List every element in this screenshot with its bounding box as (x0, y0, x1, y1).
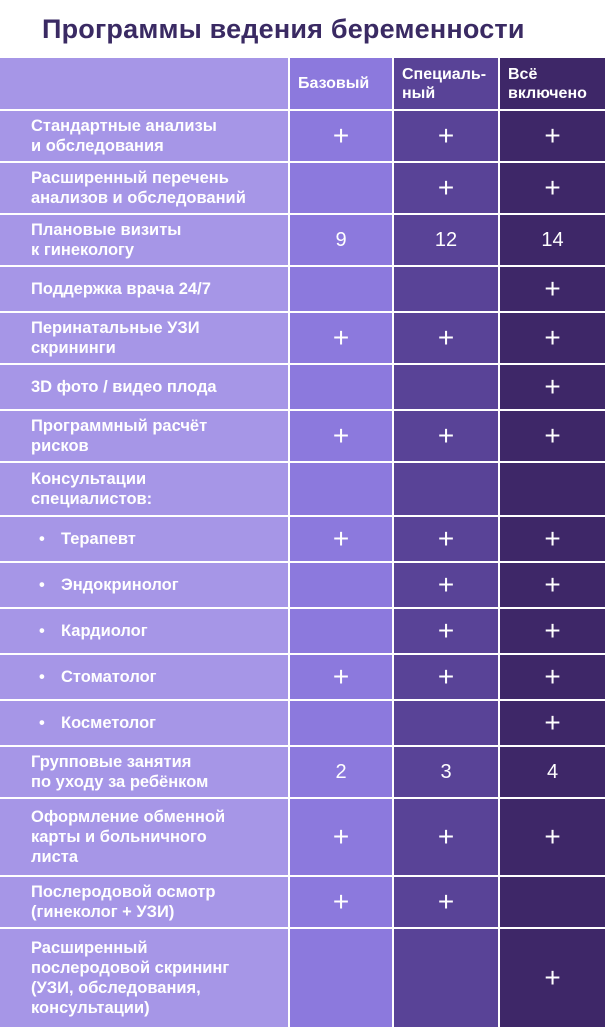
plus-icon-cell (393, 410, 499, 462)
plus-icon-cell (393, 798, 499, 876)
row-label (0, 214, 289, 266)
plus-icon: + (332, 420, 350, 451)
empty-cell (289, 364, 393, 410)
plus-icon-cell (499, 654, 605, 700)
text-line: Оформление обменной (31, 808, 226, 826)
table-row (0, 654, 605, 700)
text-line: Базовый (298, 75, 370, 92)
empty-cell (393, 266, 499, 312)
text-line: (УЗИ, обследования, (31, 979, 201, 997)
text-line: Плановые визиты (31, 221, 182, 239)
plus-icon: + (437, 821, 455, 852)
empty-cell (393, 700, 499, 746)
text-line: Кардиолог (61, 622, 148, 640)
comparison-table (0, 58, 605, 1029)
row-label (0, 110, 289, 162)
plus-icon: + (544, 821, 561, 852)
plus-icon: + (332, 661, 350, 692)
text-line: к гинекологу (31, 241, 135, 259)
table-row (0, 928, 605, 1028)
table-row (0, 608, 605, 654)
plus-icon: + (544, 172, 561, 203)
plus-icon: + (332, 821, 350, 852)
value-text: 4 (546, 760, 559, 783)
empty-cell (289, 162, 393, 214)
plus-icon: + (437, 120, 455, 151)
text-line: Перинатальные УЗИ (31, 319, 200, 337)
plus-icon-cell (393, 608, 499, 654)
plus-icon-cell (393, 110, 499, 162)
table-row (0, 562, 605, 608)
row-label (0, 162, 289, 214)
plus-icon-cell (393, 876, 499, 928)
plus-icon: + (332, 322, 350, 353)
table-row (0, 700, 605, 746)
plus-icon-cell (499, 700, 605, 746)
table-row (0, 410, 605, 462)
table-row (0, 462, 605, 516)
row-label (0, 876, 289, 928)
text-line: Поддержка врача 24/7 (31, 280, 211, 298)
plus-icon-cell (499, 110, 605, 162)
plus-icon: + (544, 120, 561, 151)
column-header-3 (499, 58, 605, 110)
empty-cell (289, 462, 393, 516)
plus-icon: + (437, 420, 455, 451)
plus-icon-cell (499, 364, 605, 410)
text-line: Программный расчёт (31, 417, 208, 435)
plus-icon: + (332, 120, 350, 151)
row-label (0, 516, 289, 562)
text-line: Стандартные анализы (31, 117, 217, 135)
plus-icon: + (544, 661, 561, 692)
empty-cell (393, 462, 499, 516)
value-text: 12 (434, 228, 458, 251)
text-line: послеродовой скрининг (31, 959, 230, 977)
text-line: (гинеколог + УЗИ) (31, 903, 175, 921)
text-line: специалистов: (31, 490, 153, 508)
plus-icon: + (544, 371, 561, 402)
table-header-row (0, 58, 605, 110)
text-line: скрининги (31, 339, 116, 357)
plus-icon: + (544, 322, 561, 353)
text-line: Эндокринолог (61, 576, 179, 594)
table-row (0, 364, 605, 410)
value-cell (289, 214, 393, 266)
plus-icon: + (544, 962, 561, 993)
plus-icon-cell (289, 110, 393, 162)
text-line: 3D фото / видео плода (31, 378, 217, 396)
plus-icon: + (544, 569, 561, 600)
plus-icon: + (437, 569, 455, 600)
row-label (0, 562, 289, 608)
row-label (0, 746, 289, 798)
text-line: Послеродовой осмотр (31, 883, 216, 901)
text-line: листа (31, 848, 79, 866)
text-line: Всё (508, 65, 538, 83)
plus-icon: + (332, 886, 350, 917)
bullet-icon: • (39, 622, 45, 640)
text-line: Косметолог (61, 714, 157, 732)
plus-icon-cell (499, 928, 605, 1028)
plus-icon: + (544, 615, 561, 646)
plus-icon-cell (499, 410, 605, 462)
plus-icon: + (332, 523, 350, 554)
plus-icon-cell (393, 516, 499, 562)
text-line: анализов и обследований (31, 189, 246, 207)
plus-icon-cell (499, 312, 605, 364)
plus-icon: + (437, 661, 455, 692)
row-label (0, 654, 289, 700)
table-row (0, 516, 605, 562)
bullet-icon: • (39, 576, 45, 594)
value-text: 3 (440, 760, 452, 783)
empty-cell (289, 266, 393, 312)
row-label (0, 266, 289, 312)
plus-icon-cell (393, 562, 499, 608)
plus-icon-cell (393, 654, 499, 700)
text-line: рисков (31, 437, 89, 455)
empty-cell (289, 562, 393, 608)
value-cell (393, 214, 499, 266)
empty-cell (289, 700, 393, 746)
row-label (0, 798, 289, 876)
plus-icon: + (544, 273, 561, 304)
plus-icon-cell (499, 562, 605, 608)
column-header-2 (393, 58, 499, 110)
table-row (0, 214, 605, 266)
value-text: 9 (335, 228, 347, 251)
plus-icon-cell (499, 162, 605, 214)
empty-cell (499, 462, 605, 516)
bullet-icon: • (39, 530, 45, 548)
plus-icon: + (437, 172, 455, 203)
table-row (0, 162, 605, 214)
plus-icon-cell (393, 312, 499, 364)
row-label (0, 364, 289, 410)
text-line: Терапевт (61, 530, 136, 548)
value-text: 2 (335, 760, 347, 783)
bullet-icon: • (39, 714, 45, 732)
text-line: Консультации (31, 470, 147, 488)
plus-icon: + (544, 420, 561, 451)
row-label (0, 312, 289, 364)
page-title: Программы ведения беременности (42, 14, 525, 44)
plus-icon: + (544, 707, 561, 738)
text-line: ный (402, 84, 436, 102)
row-label (0, 608, 289, 654)
plus-icon-cell (289, 516, 393, 562)
plus-icon-cell (289, 798, 393, 876)
value-text: 14 (541, 228, 564, 251)
plus-icon: + (544, 523, 561, 554)
row-label (0, 462, 289, 516)
column-header-1 (289, 58, 393, 110)
text-line: включено (508, 84, 587, 102)
table-row (0, 312, 605, 364)
plus-icon-cell (393, 162, 499, 214)
text-line: по уходу за ребёнком (31, 773, 209, 791)
bullet-icon: • (39, 668, 45, 686)
empty-cell (393, 364, 499, 410)
text-line: и обследования (31, 137, 164, 155)
row-label (0, 410, 289, 462)
plus-icon-cell (289, 312, 393, 364)
plus-icon: + (437, 615, 455, 646)
row-label (0, 700, 289, 746)
plus-icon-cell (499, 798, 605, 876)
value-cell (499, 746, 605, 798)
text-line: Групповые занятия (31, 753, 192, 771)
plus-icon: + (437, 523, 455, 554)
plus-icon-cell (499, 516, 605, 562)
table-row (0, 746, 605, 798)
text-line: консультации) (31, 999, 150, 1017)
empty-cell (499, 876, 605, 928)
plus-icon: + (437, 886, 455, 917)
row-label (0, 928, 289, 1028)
value-cell (289, 746, 393, 798)
table-row (0, 110, 605, 162)
value-cell (393, 746, 499, 798)
plus-icon-cell (289, 410, 393, 462)
plus-icon-cell (499, 266, 605, 312)
text-line: Расширенный (31, 939, 148, 957)
table-row (0, 876, 605, 928)
value-cell (499, 214, 605, 266)
plus-icon-cell (499, 608, 605, 654)
empty-cell (289, 928, 393, 1028)
plus-icon-cell (289, 654, 393, 700)
table-row (0, 798, 605, 876)
text-line: Расширенный перечень (31, 169, 229, 187)
text-line: Стоматолог (61, 668, 157, 686)
empty-cell (289, 608, 393, 654)
table-row (0, 266, 605, 312)
plus-icon: + (437, 322, 455, 353)
empty-cell (393, 928, 499, 1028)
text-line: Специаль- (402, 65, 487, 83)
plus-icon-cell (289, 876, 393, 928)
text-line: карты и больничного (31, 828, 207, 846)
header-empty-cell (0, 58, 289, 110)
